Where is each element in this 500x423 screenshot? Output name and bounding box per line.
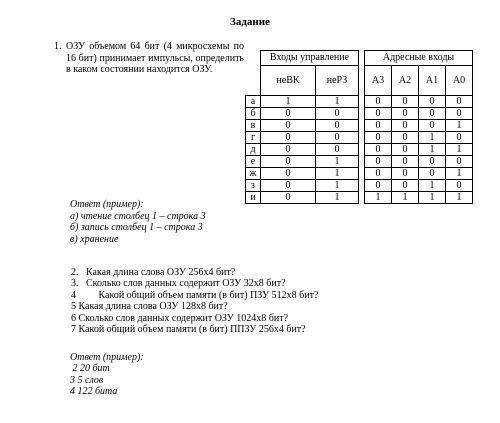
table-cell: 1 (392, 192, 419, 204)
table-cell: 0 (261, 132, 316, 144)
question-item: 7 Какой общий объем памяти (в бит) ППЗУ 256х4 бит? (71, 324, 306, 336)
question-1 (54, 41, 244, 76)
table-row (246, 144, 473, 156)
table-cell: 0 (261, 156, 316, 168)
table-cell: 0 (365, 180, 392, 192)
table-cell: 0 (365, 144, 392, 156)
column-header: А3 (365, 66, 392, 96)
table-cell: 0 (392, 132, 419, 144)
table-cell: 0 (365, 132, 392, 144)
table-cell: 1 (316, 96, 359, 108)
table-cell: 0 (446, 96, 473, 108)
table-cell: 0 (392, 156, 419, 168)
row-label: е (246, 156, 261, 168)
truth-table (245, 50, 473, 204)
row-label: и (246, 192, 261, 204)
row-label: б (246, 108, 261, 120)
table-cell: 1 (419, 192, 446, 204)
column-header: А0 (446, 66, 473, 96)
question-list (71, 267, 318, 335)
column-header: неРЗ (316, 66, 359, 96)
question-item: 3. Сколько слов данных содержит ОЗУ 32х8 бит? (71, 278, 286, 290)
control-inputs-header: Входы управление (261, 51, 359, 66)
answer-1-line: в) хранение (70, 233, 119, 245)
answer-1-line: а) чтение столбец 1 – строка 3 (70, 210, 206, 222)
table-row (246, 192, 473, 204)
table-row (246, 120, 473, 132)
table-cell: 0 (365, 96, 392, 108)
table-cell: 0 (316, 120, 359, 132)
address-inputs-header: Адресные входы (365, 51, 473, 66)
table-cell: 1 (316, 192, 359, 204)
table-row (246, 168, 473, 180)
question-item: 5 Какая длина слова ОЗУ 128х8 бит? (71, 301, 228, 313)
answer-2-line: 4 122 бита (70, 386, 118, 398)
answer-2-line: 2 20 бит (70, 363, 110, 375)
answer-2-line: 3 5 слов (70, 374, 104, 386)
table-cell: 0 (261, 108, 316, 120)
row-label: з (246, 180, 261, 192)
question-item: 4 Какой общий объем памяти (в бит) ПЗУ 512х8 бит? (71, 289, 319, 301)
table-cell: 1 (365, 192, 392, 204)
table-cell: 0 (261, 180, 316, 192)
table-cell: 0 (419, 156, 446, 168)
table-cell: 0 (392, 96, 419, 108)
table-cell: 0 (419, 108, 446, 120)
table-cell: 1 (446, 120, 473, 132)
table-row (246, 96, 473, 108)
table-cell: 0 (316, 132, 359, 144)
table-cell: 0 (419, 168, 446, 180)
table-cell: 0 (392, 168, 419, 180)
page-title: Задание (230, 16, 270, 28)
table-cell: 0 (446, 156, 473, 168)
table-cell: 1 (316, 168, 359, 180)
row-label: д (246, 144, 261, 156)
table-row (246, 108, 473, 120)
table-cell: 0 (419, 120, 446, 132)
table-cell: 1 (316, 180, 359, 192)
table-cell: 0 (365, 120, 392, 132)
table-cell: 1 (446, 144, 473, 156)
answer-1-line: б) запись столбец 1 – строка 3 (70, 222, 203, 233)
row-label: г (246, 132, 261, 144)
answer-1-header: Ответ (пример): (70, 199, 144, 210)
table-cell: 0 (392, 108, 419, 120)
answer-2-block (70, 352, 144, 398)
table-cell: 1 (261, 96, 316, 108)
table-cell: 0 (392, 180, 419, 192)
table-cell: 0 (392, 144, 419, 156)
table-cell: 0 (261, 168, 316, 180)
table-cell: 0 (365, 108, 392, 120)
table-row (246, 132, 473, 144)
table-row (246, 180, 473, 192)
table-cell: 0 (365, 156, 392, 168)
table-cell: 1 (446, 192, 473, 204)
answer-1-block (70, 199, 206, 245)
table-cell: 1 (316, 156, 359, 168)
answer-2-header: Ответ (пример): (70, 352, 144, 363)
table-cell: 0 (261, 120, 316, 132)
question-item: 6 Сколько слов данных содержит ОЗУ 1024х8 бит? (71, 312, 289, 324)
table-cell: 0 (446, 108, 473, 120)
table-cell: 0 (316, 144, 359, 156)
column-header: А2 (392, 66, 419, 96)
table-cell: 1 (419, 132, 446, 144)
table-cell: 0 (392, 120, 419, 132)
column-header: неВК (261, 66, 316, 96)
table-cell: 0 (365, 168, 392, 180)
table-cell: 1 (419, 144, 446, 156)
row-label: ж (246, 168, 261, 180)
table-cell: 0 (261, 144, 316, 156)
table-cell: 0 (419, 96, 446, 108)
table-row (246, 156, 473, 168)
table-cell: 0 (446, 132, 473, 144)
column-header: А1 (419, 66, 446, 96)
table-cell: 0 (446, 180, 473, 192)
table-cell: 0 (261, 192, 316, 204)
row-label: а (246, 96, 261, 108)
question-1-text: ОЗУ объемом 64 бит (4 микросхемы по 16 бит) принимает импульсы, определить в каком состоянии находится ОЗУ. (66, 41, 244, 76)
table-cell: 1 (419, 180, 446, 192)
question-1-number: 1. (54, 41, 62, 52)
table-cell: 0 (316, 108, 359, 120)
row-label: в (246, 120, 261, 132)
question-item: 2. Какая длина слова ОЗУ 256х4 бит? (71, 267, 236, 278)
table-cell: 1 (446, 168, 473, 180)
